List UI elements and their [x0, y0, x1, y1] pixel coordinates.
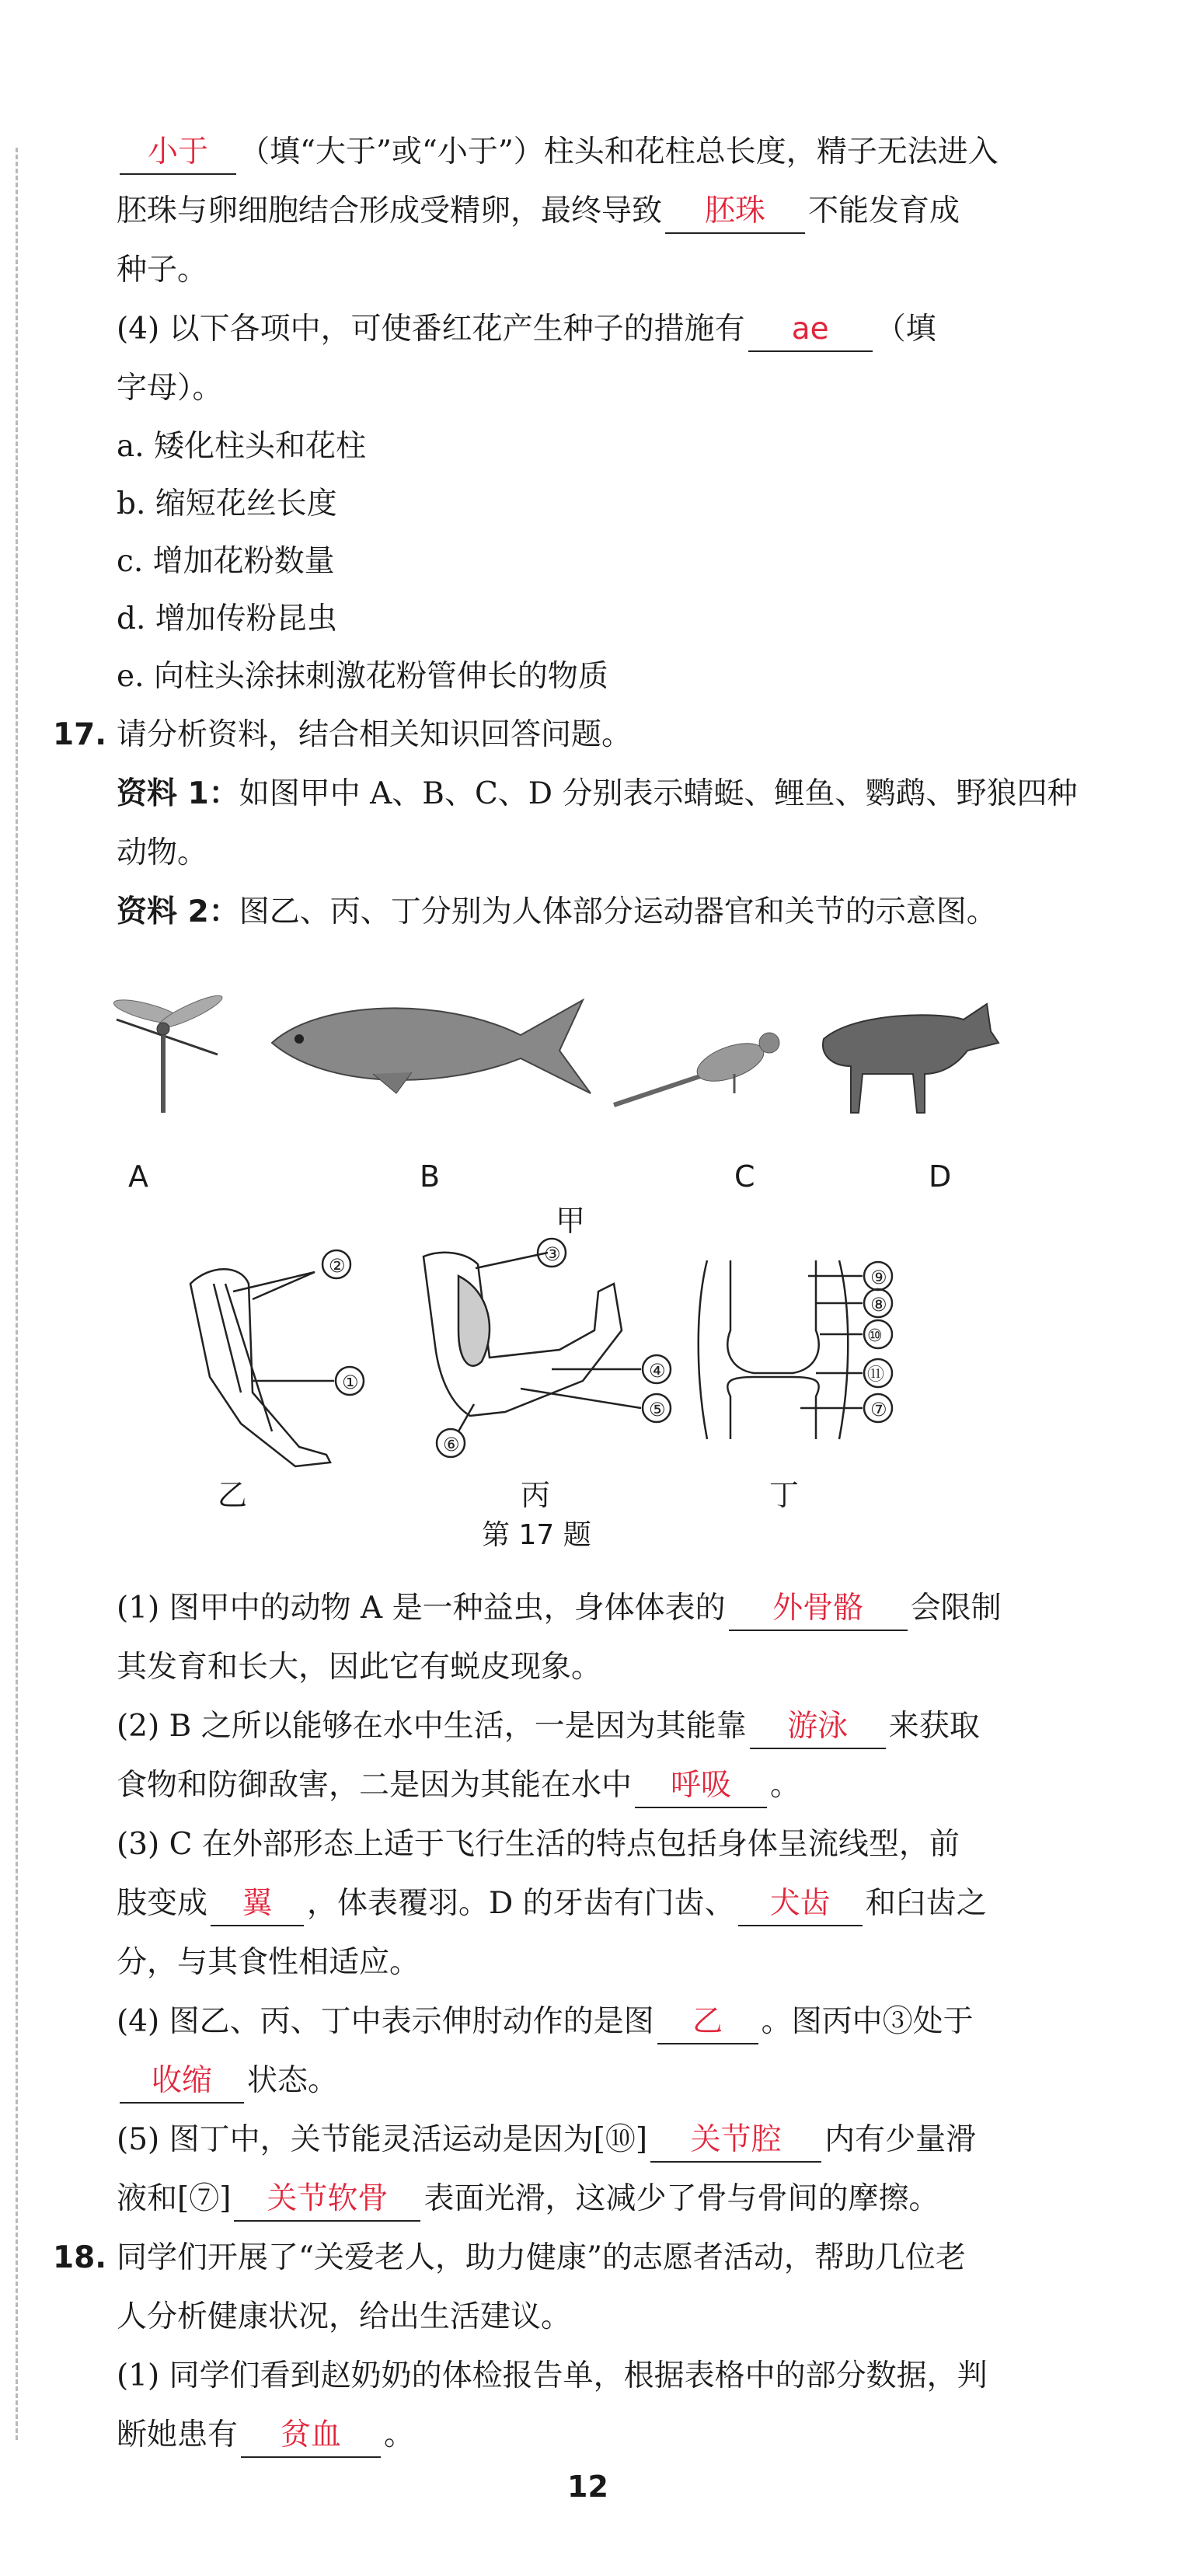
- q17-part4: [117, 1992, 1127, 2051]
- q18-part1: (1) 同学们看到赵奶奶的体检报告单，根据表格中的部分数据，判: [117, 2358, 988, 2393]
- label-ding: 丁: [769, 1478, 800, 1512]
- arm-diagram-bing: [423, 1239, 671, 1457]
- answer-blank-cartilage[interactable]: 关节软骨: [234, 2178, 420, 2222]
- q17-part2-line2: [117, 1756, 1127, 1815]
- q17-part5-line2: [117, 2170, 1127, 2229]
- option-e: e. 向柱头涂抹刺激花粉管伸长的物质: [117, 659, 608, 694]
- text: 食物和防御敌害，二是因为其能在水中: [117, 1768, 633, 1803]
- question-number: 18.: [53, 2240, 107, 2275]
- q17-material-1-line2: 动物。: [117, 835, 208, 870]
- q16-part4-line2: 字母）。: [117, 371, 223, 406]
- answer-blank-figure[interactable]: 乙: [657, 2001, 758, 2044]
- answer-blank-less-than[interactable]: 小于: [120, 131, 236, 175]
- text: (4) 以下各项中，可使番红花产生种子的措施有: [117, 312, 745, 347]
- q17-part2: [117, 1697, 1127, 1756]
- answer-blank-contract[interactable]: 收缩: [120, 2060, 244, 2104]
- text: 断她患有: [117, 2417, 239, 2452]
- text: 会限制: [910, 1591, 1002, 1626]
- page-content: [53, 123, 1127, 2465]
- label-bing: 丙: [521, 1478, 551, 1512]
- marker-8: ⑧: [870, 1294, 887, 1316]
- q17-stem: [53, 706, 1127, 765]
- marker-10: ⑩: [867, 1326, 883, 1346]
- q16-line-3: 种子。: [117, 253, 208, 288]
- q17-material-1: [117, 765, 1127, 824]
- answer-blank-ovule[interactable]: 胚珠: [665, 190, 805, 234]
- text: 请分析资料，结合相关知识回答问题。: [117, 717, 633, 752]
- label-yi: 乙: [218, 1478, 248, 1512]
- text: （填: [875, 312, 936, 347]
- wolf-image: [823, 1004, 999, 1113]
- answer-blank-breathe[interactable]: 呼吸: [635, 1765, 767, 1808]
- page-number: 12: [567, 2470, 608, 2504]
- marker-11: ⑪: [867, 1365, 885, 1385]
- option-a: a. 矮化柱头和花柱: [117, 429, 367, 464]
- marker-7: ⑦: [870, 1399, 887, 1420]
- joint-diagram-ding: [699, 1260, 892, 1439]
- text: (2) B 之所以能够在水中生活，一是因为其能靠: [117, 1709, 747, 1744]
- text: 肢变成: [117, 1886, 208, 1921]
- text: 来获取: [888, 1709, 980, 1744]
- text: ，体表覆羽。D 的牙齿有门齿、: [307, 1886, 735, 1921]
- fish-image: [272, 1000, 591, 1093]
- marker-9: ⑨: [870, 1267, 887, 1288]
- q18-part1-line2: [117, 2406, 1127, 2465]
- label-jia: 甲: [556, 1204, 586, 1238]
- text: 如图甲中 A、B、C、D 分别表示蜻蜓、鲤鱼、鹦鹉、野狼四种: [239, 776, 1078, 811]
- label: 资料 2：: [117, 894, 239, 929]
- text: 。: [384, 2417, 415, 2452]
- text: 和臼齿之: [865, 1886, 987, 1921]
- marker-2: ②: [329, 1255, 346, 1277]
- question-number: 17.: [53, 717, 107, 752]
- q18-stem-line2: 人分析健康状况，给出生活建议。: [117, 2299, 572, 2334]
- text: 。: [770, 1768, 801, 1803]
- figure-svg: [0, 957, 1010, 1579]
- q17-material-2: [117, 883, 1127, 942]
- marker-3: ③: [544, 1243, 561, 1265]
- answer-blank-wing[interactable]: 翼: [211, 1883, 304, 1926]
- label-d: D: [929, 1159, 952, 1194]
- q17-part4-line2: [117, 2051, 1127, 2111]
- arm-diagram-yi: [190, 1250, 364, 1466]
- answer-blank-anemia[interactable]: 贫血: [241, 2414, 381, 2458]
- text: 状态。: [247, 2063, 339, 2098]
- marker-5: ⑤: [649, 1399, 666, 1420]
- q16-line-2: [117, 182, 1127, 241]
- q16-part4: [117, 300, 1127, 359]
- marker-6: ⑥: [443, 1434, 460, 1455]
- text: (1) 图甲中的动物 A 是一种益虫，身体体表的: [117, 1591, 726, 1626]
- text: 。图丙中③处于: [761, 2004, 974, 2039]
- text: (4) 图乙、丙、丁中表示伸肘动作的是图: [117, 2004, 654, 2039]
- option-c: c. 增加花粉数量: [117, 544, 335, 579]
- q17-part1: [117, 1579, 1127, 1638]
- text: 内有少量滑: [824, 2122, 977, 2157]
- parrot-image: [614, 1033, 779, 1105]
- q17-part5: [117, 2111, 1127, 2170]
- text: 表面光滑，这减少了骨与骨间的摩擦。: [423, 2181, 939, 2216]
- answer-blank-joint-cavity[interactable]: 关节腔: [650, 2119, 821, 2163]
- answer-blank-exoskeleton[interactable]: 外骨骼: [729, 1588, 908, 1631]
- option-b: b. 缩短花丝长度: [117, 486, 337, 521]
- text: 图乙、丙、丁分别为人体部分运动器官和关节的示意图。: [239, 894, 997, 929]
- text: (5) 图丁中，关节能灵活运动是因为[⑩]: [117, 2122, 648, 2157]
- q16-line-1: [117, 123, 1127, 182]
- option-d: d. 增加传粉昆虫: [117, 601, 337, 636]
- marker-4: ④: [649, 1360, 666, 1382]
- label-c: C: [734, 1159, 755, 1194]
- text: 同学们开展了“关爱老人，助力健康”的志愿者活动，帮助几位老: [117, 2240, 966, 2275]
- label-b: B: [420, 1159, 441, 1194]
- answer-blank-swim[interactable]: 游泳: [750, 1706, 886, 1749]
- text: （填“大于”或“小于”）柱头和花柱总长度，精子无法进入: [239, 134, 999, 169]
- q18-stem: [53, 2229, 1127, 2288]
- figure-caption: 第 17 题: [482, 1519, 591, 1551]
- dragonfly-image: [112, 991, 225, 1113]
- label: 资料 1：: [117, 776, 239, 811]
- answer-blank-canine[interactable]: 犬齿: [738, 1883, 863, 1926]
- text: 胚珠与卵细胞结合形成受精卵，最终导致: [117, 193, 663, 228]
- q17-figure: [117, 957, 1127, 1579]
- label-a: A: [128, 1159, 148, 1194]
- marker-1: ①: [342, 1372, 359, 1393]
- answer-blank-measures[interactable]: ae: [748, 308, 873, 352]
- q17-part3-line3: 分，与其食性相适应。: [117, 1945, 420, 1980]
- q17-part1-line2: 其发育和长大，因此它有蜕皮现象。: [117, 1650, 602, 1685]
- q17-part3-line2: [117, 1874, 1127, 1933]
- text: 不能发育成: [808, 193, 960, 228]
- q17-part3: (3) C 在外部形态上适于飞行生活的特点包括身体呈流线型，前: [117, 1827, 960, 1862]
- text: 液和[⑦]: [117, 2181, 232, 2216]
